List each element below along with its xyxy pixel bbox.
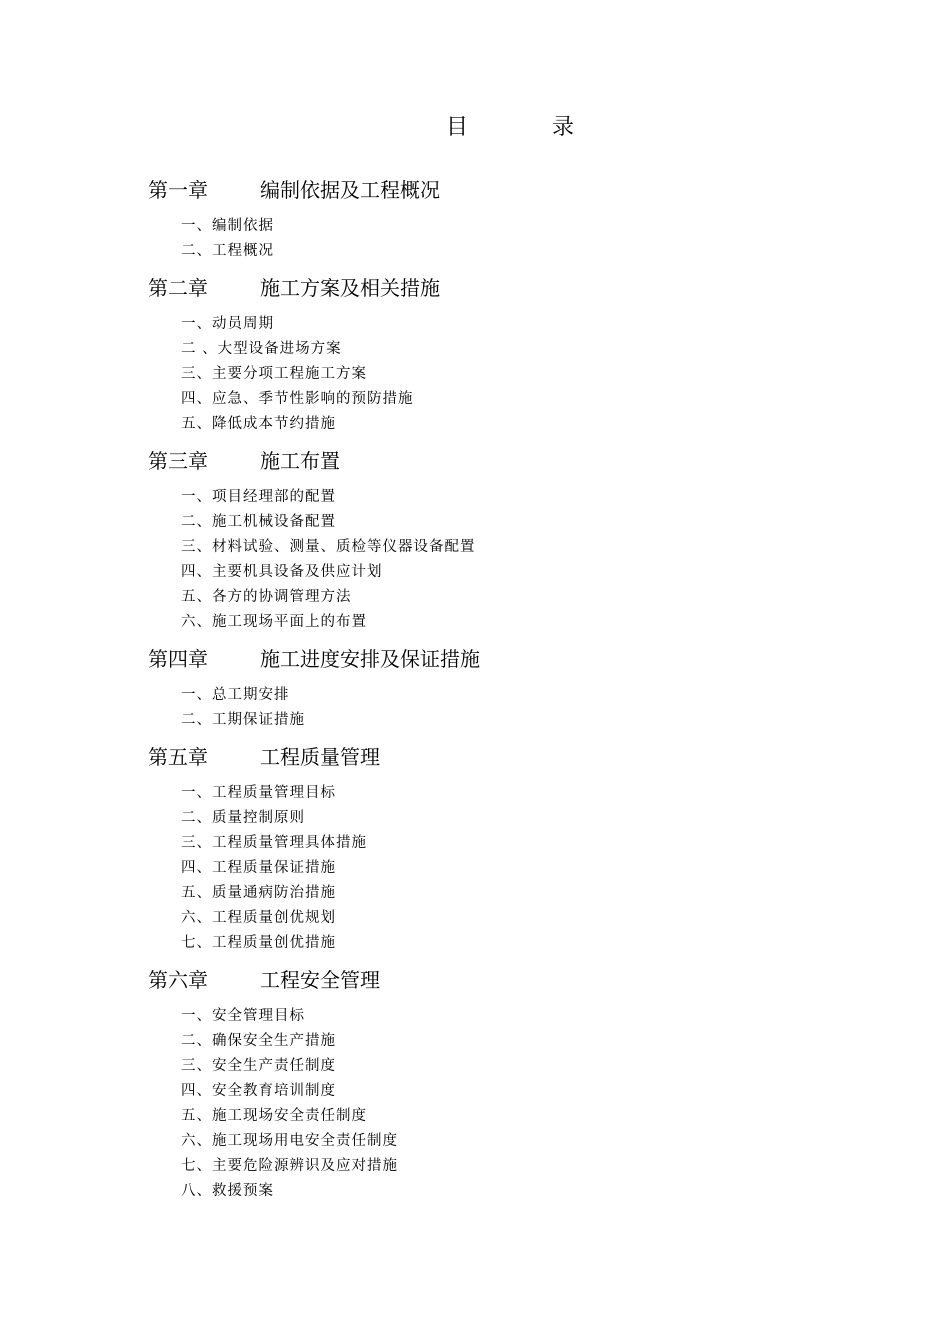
- toc-title: [446, 110, 574, 141]
- chapter-name: 施工布置: [260, 449, 340, 473]
- section-item[interactable]: 二、工期保证措施: [181, 712, 305, 728]
- section-list: [148, 1004, 848, 1204]
- section-item[interactable]: 五、降低成本节约措施: [181, 416, 336, 432]
- section-item[interactable]: 六、施工现场用电安全责任制度: [181, 1133, 398, 1149]
- section-item[interactable]: 六、施工现场平面上的布置: [181, 614, 367, 630]
- section-item[interactable]: 五、施工现场安全责任制度: [181, 1108, 367, 1124]
- section-item[interactable]: 五、各方的协调管理方法: [181, 589, 352, 605]
- section-list: [148, 485, 848, 635]
- chapter-block: [148, 172, 848, 264]
- chapter-name: 编制依据及工程概况: [260, 178, 440, 202]
- section-item[interactable]: 二、确保安全生产措施: [181, 1033, 336, 1049]
- chapter-number: 第六章: [148, 968, 208, 992]
- chapter-number: 第四章: [148, 647, 208, 671]
- chapter-block: [148, 443, 848, 635]
- section-item[interactable]: 一、工程质量管理目标: [181, 785, 336, 801]
- toc-title-char-1: 目: [446, 115, 469, 140]
- section-item[interactable]: 二、质量控制原则: [181, 810, 305, 826]
- toc-title-char-2: 录: [552, 115, 575, 140]
- section-list: [148, 214, 848, 264]
- section-list: [148, 312, 848, 437]
- section-item[interactable]: 一、总工期安排: [181, 687, 290, 703]
- section-list: [148, 683, 848, 733]
- chapter-heading[interactable]: [148, 270, 848, 306]
- chapter-heading[interactable]: [148, 443, 848, 479]
- section-item[interactable]: 二 、大型设备进场方案: [181, 341, 342, 357]
- table-of-contents: [148, 172, 848, 1210]
- chapter-block: [148, 270, 848, 437]
- section-list: [148, 781, 848, 956]
- section-item[interactable]: 四、工程质量保证措施: [181, 860, 336, 876]
- chapter-block: [148, 962, 848, 1204]
- section-item[interactable]: 八、救援预案: [181, 1183, 274, 1199]
- chapter-heading[interactable]: [148, 172, 848, 208]
- section-item[interactable]: 二、施工机械设备配置: [181, 514, 336, 530]
- chapter-name: 工程安全管理: [260, 968, 380, 992]
- section-item[interactable]: 六、工程质量创优规划: [181, 910, 336, 926]
- section-item[interactable]: 一、动员周期: [181, 316, 274, 332]
- section-item[interactable]: 四、应急、季节性影响的预防措施: [181, 391, 414, 407]
- section-item[interactable]: 一、安全管理目标: [181, 1008, 305, 1024]
- section-item[interactable]: 一、项目经理部的配置: [181, 489, 336, 505]
- section-item[interactable]: 三、主要分项工程施工方案: [181, 366, 367, 382]
- section-item[interactable]: 七、主要危险源辨识及应对措施: [181, 1158, 398, 1174]
- chapter-number: 第三章: [148, 449, 208, 473]
- section-item[interactable]: 五、质量通病防治措施: [181, 885, 336, 901]
- chapter-heading[interactable]: [148, 962, 848, 998]
- section-item[interactable]: 二、工程概况: [181, 243, 274, 259]
- chapter-name: 施工方案及相关措施: [260, 276, 440, 300]
- chapter-number: 第一章: [148, 178, 208, 202]
- chapter-block: [148, 641, 848, 733]
- chapter-name: 工程质量管理: [260, 745, 380, 769]
- section-item[interactable]: 四、安全教育培训制度: [181, 1083, 336, 1099]
- section-item[interactable]: 三、安全生产责任制度: [181, 1058, 336, 1074]
- section-item[interactable]: 七、工程质量创优措施: [181, 935, 336, 951]
- chapter-name: 施工进度安排及保证措施: [260, 647, 480, 671]
- section-item[interactable]: 四、主要机具设备及供应计划: [181, 564, 383, 580]
- chapter-number: 第二章: [148, 276, 208, 300]
- chapter-heading[interactable]: [148, 641, 848, 677]
- section-item[interactable]: 三、材料试验、测量、质检等仪器设备配置: [181, 539, 476, 555]
- chapter-number: 第五章: [148, 745, 208, 769]
- section-item[interactable]: 三、工程质量管理具体措施: [181, 835, 367, 851]
- chapter-block: [148, 739, 848, 956]
- chapter-heading[interactable]: [148, 739, 848, 775]
- section-item[interactable]: 一、编制依据: [181, 218, 274, 234]
